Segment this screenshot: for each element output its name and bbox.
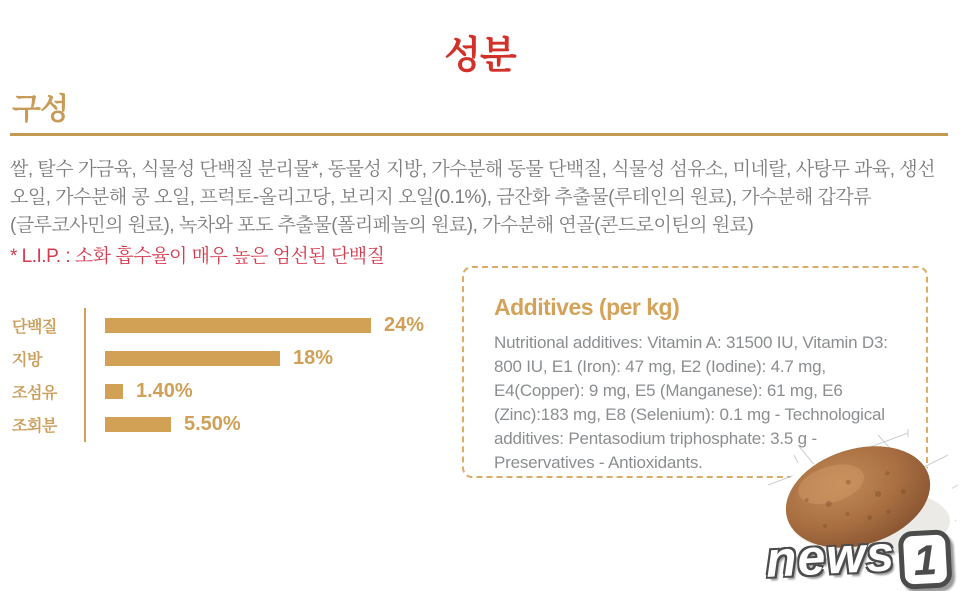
lip-note: * L.I.P. : 소화 흡수율이 매우 높은 엄선된 단백질 bbox=[10, 246, 385, 267]
chart-value-label: 5.50% bbox=[184, 413, 241, 435]
news1-watermark bbox=[764, 521, 952, 591]
chart-axis-line bbox=[84, 308, 86, 442]
chart-category-label: 조회분 bbox=[12, 418, 57, 435]
chart-value-label: 24% bbox=[384, 314, 425, 336]
page-title: 성분 bbox=[444, 35, 516, 77]
chart-bar bbox=[105, 417, 171, 432]
composition-chart bbox=[12, 310, 452, 435]
chart-value-label: 1.40% bbox=[136, 380, 193, 402]
additives-body: Nutritional additives: Vitamin A: 31500 IU, Vitamin D3: 800 IU, E1 (Iron): 47 mg, E2 (Iodine): 4.7 mg, E4(Copper): 9 mg, E5 (Manganese): 61 mg, E6 (Zinc):183 mg, E8 (Selenium): 0.1 mg - Technological additives: Pentasodium triphosphate: 3.5 g - Preservatives - Antioxidants. bbox=[494, 333, 888, 472]
chart-bar bbox=[105, 318, 371, 333]
chart-row bbox=[12, 380, 452, 402]
composition-heading: 구성 bbox=[12, 93, 68, 126]
chart-row bbox=[12, 347, 452, 369]
chart-category-label: 지방 bbox=[12, 352, 42, 369]
chart-value-label: 18% bbox=[293, 347, 334, 369]
chart-bar bbox=[105, 384, 123, 399]
ingredients-text: 쌀, 탈수 가금육, 식물성 단백질 분리물*, 동물성 지방, 가수분해 동물 단백질, 식물성 섬유소, 미네랄, 사탕무 과육, 생선 오일, 가수분해 콩 오일, 프럭토-올리고당, 보리지 오일(0.1%), 금잔화 추출물(루테인의 원료), 가수분해 갑각류(글루코사민의 원료), 녹차와 포도 추출물(폴리페놀의 원료), 가수분해 연골(콘드로이틴의 원료) bbox=[10, 159, 936, 236]
chart-bar bbox=[105, 351, 280, 366]
chart-rows bbox=[12, 310, 452, 435]
additives-title: Additives (per kg) bbox=[494, 294, 680, 320]
news1-one-badge: 1 bbox=[898, 529, 953, 590]
chart-row bbox=[12, 413, 452, 435]
chart-category-label: 조섬유 bbox=[12, 385, 57, 402]
news1-text: news bbox=[764, 525, 897, 588]
section-divider bbox=[10, 133, 948, 136]
chart-category-label: 단백질 bbox=[12, 319, 57, 336]
chart-row bbox=[12, 314, 452, 336]
